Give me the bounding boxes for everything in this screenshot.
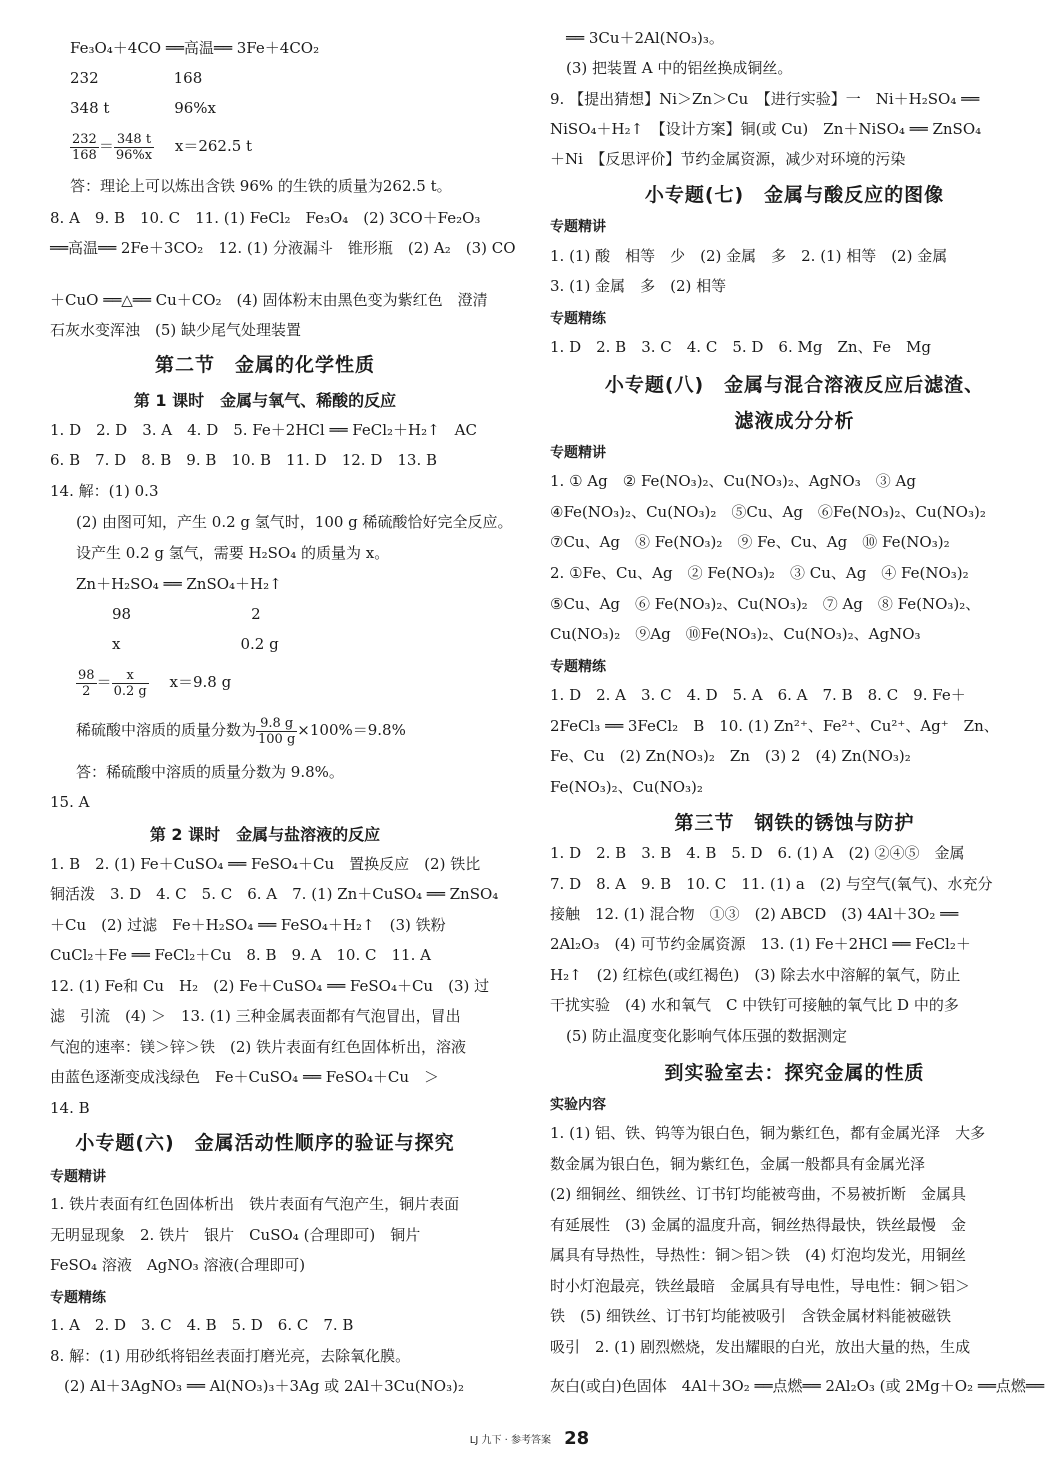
- equation-masses: 98 2: [112, 605, 261, 623]
- section-title: 第二节 金属的化学性质: [154, 354, 375, 376]
- section-title: 第三节 钢铁的锈蚀与防护: [674, 812, 915, 834]
- subheading: 实验内容: [550, 1097, 606, 1113]
- subheading: 专题精练: [550, 311, 606, 327]
- answer-line: 无明显现象 2. 铁片 银片 CuSO₄ (合理即可) 铜片: [50, 1226, 421, 1244]
- answer-line: 1. D 2. B 3. B 4. B 5. D 6. (1) A (2) ②④⑤ 金属: [550, 844, 965, 862]
- answer-line: 2. ①Fe、Cu、Ag ② Fe(NO₃)₂ ③ Cu、Ag ④ Fe(NO₃)₂: [550, 564, 969, 582]
- fraction: $\frac{348 t}{96\%x}$: [115, 131, 153, 163]
- answer-line: ⑦Cu、Ag ⑧ Fe(NO₃)₂ ⑨ Fe、Cu、Ag ⑩ Fe(NO₃)₂: [550, 533, 950, 551]
- lesson-title: 第 2 课时 金属与盐溶液的反应: [149, 825, 381, 844]
- answer-line: 12. (1) Fe和 Cu H₂ (2) Fe＋CuSO₄ ══ FeSO₄＋Cu (3) 过: [50, 977, 490, 995]
- answer-line: 气泡的速率：镁＞锌＞铁 (2) 铁片表面有红色固体析出，溶液: [50, 1038, 467, 1056]
- subheading: 专题精讲: [550, 219, 606, 235]
- answer-line: 1. D 2. D 3. A 4. D 5. Fe＋2HCl ══ FeCl₂＋H₂↑ AC: [50, 421, 477, 439]
- equation: Fe₃O₄＋4CO ══高温══ 3Fe＋4CO₂: [70, 39, 320, 57]
- equation-masses: 232 168: [70, 69, 203, 87]
- answer-line: 7. D 8. A 9. B 10. C 11. (1) a (2) 与空气(氧气)、水充分: [550, 875, 993, 893]
- answer-line: ＋Cu (2) 过滤 Fe＋H₂SO₄ ══ FeSO₄＋H₂↑ (3) 铁粉: [50, 916, 446, 934]
- answer-line: 1. (1) 铝、铁、钨等为银白色，铜为紫红色，都有金属光泽 大多: [550, 1124, 986, 1142]
- answer-line: ＋CuO ══△══ Cu＋CO₂ (4) 固体粉末由黑色变为紫红色 澄清: [50, 291, 488, 309]
- answer-line: 1. B 2. (1) Fe＋CuSO₄ ══ FeSO₄＋Cu 置换反应 (2) 铁比: [50, 855, 481, 873]
- answer-line: 1. ① Ag ② Fe(NO₃)₂、Cu(NO₃)₂、AgNO₃ ③ Ag: [550, 472, 916, 490]
- lesson-title: 第 1 课时 金属与氧气、稀酸的反应: [133, 391, 397, 410]
- answer-line: 2Al₂O₃ (4) 可节约金属资源 13. (1) Fe＋2HCl ══ FeCl₂＋: [550, 935, 971, 953]
- topic-title: 小专题(七) 金属与酸反应的图像: [644, 184, 945, 206]
- answer-line: 干扰实验 (4) 水和氧气 C 中铁钉可接触的氧气比 D 中的多: [550, 996, 959, 1014]
- answer-line: 时小灯泡最亮，铁丝最暗 金属具有导电性，导电性：铜＞铝＞: [550, 1277, 971, 1295]
- answer-line: 1. (1) 酸 相等 少 (2) 金属 多 2. (1) 相等 (2) 金属: [550, 247, 948, 265]
- answer-line: 铜活泼 3. D 4. C 5. C 6. A 7. (1) Zn＋CuSO₄ ══ ZnSO₄: [50, 885, 499, 903]
- answer-line: 14. 解：(1) 0.3: [50, 482, 159, 500]
- answer-line: 8. 解：(1) 用砂纸将铝丝表面打磨光亮，去除氧化膜。: [50, 1347, 411, 1365]
- answer-line: 6. B 7. D 8. B 9. B 10. B 11. D 12. D 13. B: [50, 451, 438, 469]
- answer-line: 1. A 2. D 3. C 4. B 5. D 6. C 7. B: [50, 1316, 354, 1334]
- answer-line: 15. A: [50, 793, 90, 811]
- answer-line: NiSO₄＋H₂↑ 【设计方案】铜(或 Cu) Zn＋NiSO₄ ══ ZnSO₄: [550, 120, 982, 138]
- topic-title: 小专题(八) 金属与混合溶液反应后滤渣、: [604, 374, 985, 396]
- answer-line: 滤 引流 (4) ＞ 13. (1) 三种金属表面都有气泡冒出，冒出: [50, 1007, 461, 1025]
- answer-line: (2) 由图可知，产生 0.2 g 氢气时，100 g 稀硫酸恰好完全反应。: [76, 513, 513, 531]
- answer-line: 数金属为银白色，铜为紫红色，金属一般都具有金属光泽: [550, 1155, 926, 1173]
- answer-line: (3) 把装置 A 中的铝丝换成铜丝。: [566, 59, 793, 77]
- answer-line: CuCl₂＋Fe ══ FeCl₂＋Cu 8. B 9. A 10. C 11. A: [50, 946, 431, 964]
- subheading: 专题精练: [50, 1290, 106, 1306]
- answer-line: ＋Ni 【反思评价】节约金属资源，减少对环境的污染: [550, 150, 906, 168]
- answer-line: 铁 (5) 细铁丝、订书钉均能被吸引 含铁金属材料能被磁铁: [550, 1307, 952, 1325]
- equation-given: 348 t 96%x: [70, 99, 216, 117]
- answer-line: 有延展性 (3) 金属的温度升高，铜丝热得最快，铁丝最慢 金: [550, 1216, 967, 1234]
- subheading: 专题精讲: [50, 1169, 106, 1185]
- answer-line: 1. D 2. B 3. C 4. C 5. D 6. Mg Zn、Fe Mg: [550, 338, 931, 356]
- answer-line: 9. 【提出猜想】Ni＞Zn＞Cu 【进行实验】一 Ni＋H₂SO₄ ══: [550, 90, 980, 108]
- answer-line: Cu(NO₃)₂ ⑨Ag ⑩Fe(NO₃)₂、Cu(NO₃)₂、AgNO₃: [550, 625, 921, 643]
- answer-line: 8. A 9. B 10. C 11. (1) FeCl₂ Fe₃O₄ (2) 3CO＋Fe₂O₃: [50, 209, 481, 227]
- footer-tag: LJ 九下 · 参考答案: [469, 1435, 552, 1446]
- topic-title: 小专题(六) 金属活动性顺序的验证与探究: [75, 1132, 455, 1154]
- answer-line: 1. D 2. A 3. C 4. D 5. A 6. A 7. B 8. C 9. Fe＋: [550, 686, 966, 704]
- answer-line: 设产生 0.2 g 氢气，需要 H₂SO₄ 的质量为 x。: [76, 544, 390, 562]
- fraction: $\frac{232}{168}$: [72, 131, 97, 163]
- answer-line: 由蓝色逐渐变成浅绿色 Fe＋CuSO₄ ══ FeSO₄＋Cu ＞: [50, 1068, 439, 1086]
- subheading: 专题精练: [550, 659, 606, 675]
- answer-text: 答：稀硫酸中溶质的质量分数为 9.8%。: [76, 763, 344, 781]
- answer-line: ⑤Cu、Ag ⑥ Fe(NO₃)₂、Cu(NO₃)₂ ⑦ Ag ⑧ Fe(NO₃)₂、: [550, 595, 981, 613]
- answer-line: ④Fe(NO₃)₂、Cu(NO₃)₂ ⑤Cu、Ag ⑥Fe(NO₃)₂、Cu(NO₃)₂: [550, 503, 986, 521]
- answer-line: Fe(NO₃)₂、Cu(NO₃)₂: [550, 778, 703, 796]
- answer-line: H₂↑ (2) 红棕色(或红褐色) (3) 除去水中溶解的氧气，防止: [550, 966, 961, 984]
- answer-line: 石灰水变浑浊 (5) 缺少尾气处理装置: [50, 321, 302, 339]
- equation: Zn＋H₂SO₄ ══ ZnSO₄＋H₂↑: [76, 575, 282, 593]
- answer-line: ══ 3Cu＋2Al(NO₃)₃。: [566, 29, 724, 47]
- topic-title-cont: 滤液成分分析: [734, 410, 855, 432]
- fraction: $\frac{9.8 g}{100 g}$: [258, 715, 296, 747]
- answer-line: Fe、Cu (2) Zn(NO₃)₂ Zn (3) 2 (4) Zn(NO₃)₂: [550, 747, 911, 765]
- answer-line: 接触 12. (1) 混合物 ①③ (2) ABCD (3) 4Al＋3O₂ ══: [550, 905, 959, 923]
- answer-line: (5) 防止温度变化影响气体压强的数据测定: [566, 1027, 848, 1045]
- fraction: $\frac{x}{0.2 g}$: [113, 667, 147, 699]
- answer-line: 吸引 2. (1) 剧烈燃烧，发出耀眼的白光，放出大量的热，生成: [550, 1338, 971, 1356]
- equation-given: x 0.2 g: [112, 635, 279, 653]
- answer-line: 14. B: [50, 1099, 90, 1117]
- answer-line: 灰白(或白)色固体 4Al＋3O₂ ══点燃══ 2Al₂O₃ (或 2Mg＋O₂ ══点燃══: [550, 1377, 1044, 1395]
- answer-line: 2FeCl₃ ══ 3FeCl₂ B 10. (1) Zn²⁺、Fe²⁺、Cu²⁺、Ag⁺ Zn、: [550, 717, 999, 735]
- page-number: 28: [564, 1428, 590, 1449]
- answer-line: (2) Al＋3AgNO₃ ══ Al(NO₃)₃＋3Ag 或 2Al＋3Cu(NO₃)₂: [64, 1377, 464, 1395]
- proportion: $\frac{232}{168}$ ＝ $\frac{348 t}{96\%x}$ x＝262.5 t: [72, 131, 253, 163]
- proportion: $\frac{98}{2}$ ＝ $\frac{x}{0.2 g}$ x＝9.8 g: [78, 667, 232, 699]
- page-footer: [0, 1428, 1059, 1449]
- answer-line: (2) 细铜丝、细铁丝、订书钉均能被弯曲，不易被折断 金属具: [550, 1185, 967, 1203]
- section-title: 到实验室去：探究金属的性质: [664, 1062, 925, 1084]
- answer-line: ══高温══ 2Fe＋3CO₂ 12. (1) 分液漏斗 锥形瓶 (2) A₂ (3) CO: [50, 239, 516, 257]
- percentage-line: 稀硫酸中溶质的质量分数为 $\frac{9.8 g}{100 g}$ ×100%＝9.8%: [76, 715, 406, 747]
- fraction: $\frac{98}{2}$: [78, 667, 95, 699]
- answer-line: 1. 铁片表面有红色固体析出 铁片表面有气泡产生，铜片表面: [50, 1195, 460, 1213]
- answer-line: 3. (1) 金属 多 (2) 相等: [550, 277, 727, 295]
- answer-line: 属具有导热性，导热性：铜＞铝＞铁 (4) 灯泡均发光，用铜丝: [550, 1246, 967, 1264]
- subheading: 专题精讲: [550, 445, 606, 461]
- answer-text: 答：理论上可以炼出含铁 96% 的生铁的质量为262.5 t。: [70, 177, 452, 195]
- answer-line: FeSO₄ 溶液 AgNO₃ 溶液(合理即可): [50, 1256, 306, 1274]
